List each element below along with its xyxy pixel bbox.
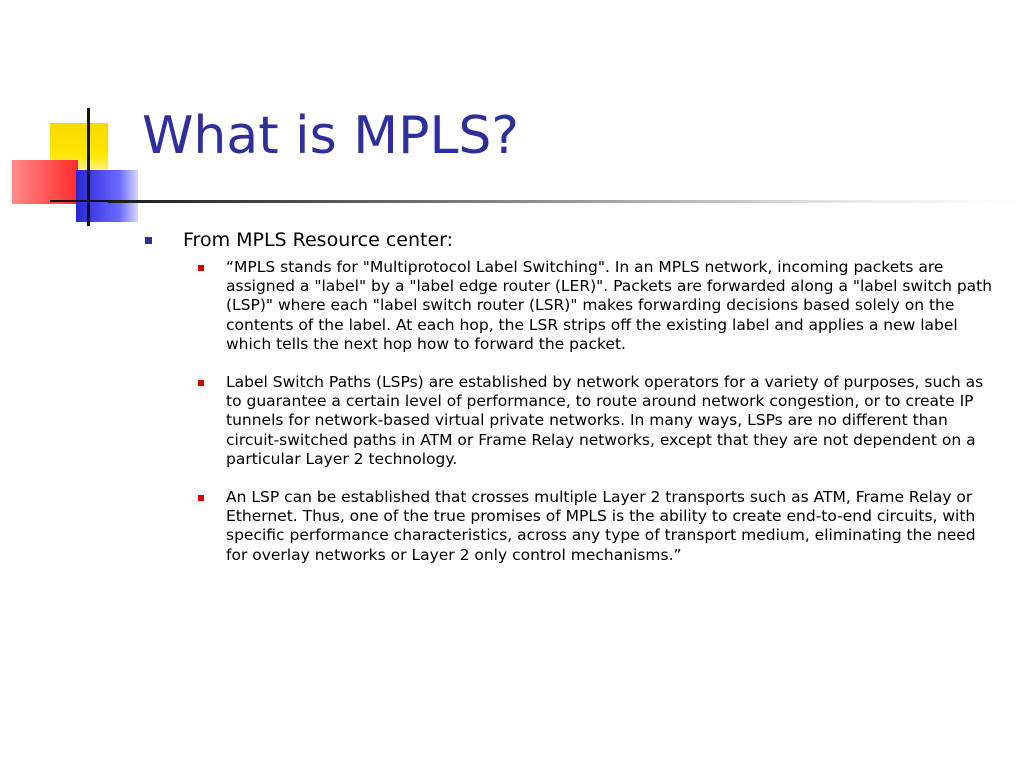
title-divider	[108, 200, 1024, 203]
sub-bullet-item	[198, 373, 1000, 469]
logo-vertical-line	[87, 108, 90, 226]
sub-bullet-list	[140, 258, 1000, 565]
sub-bullet-item	[198, 488, 1000, 565]
decorative-logo	[0, 0, 140, 230]
square-bullet-icon	[198, 380, 204, 386]
logo-red-square	[12, 160, 78, 204]
logo-blue-square	[76, 170, 138, 222]
square-bullet-icon	[198, 495, 204, 501]
square-bullet-icon	[145, 237, 152, 244]
bullet-item	[140, 228, 1000, 252]
sub-bullet-text: An LSP can be established that crosses multiple Layer 2 transports such as ATM, Frame Relay or Ethernet. Thus, one of the true promises of MPLS is the ability to create end-to-end circuits, with specific performance characteristics, across any type of transport medium, eliminating the need for overlay networks or Layer 2 only control mechanisms.”	[226, 488, 976, 564]
sub-bullet-item	[198, 258, 1000, 354]
slide-content	[140, 228, 1000, 584]
square-bullet-icon	[198, 265, 204, 271]
bullet-text: From MPLS Resource center:	[183, 229, 454, 251]
sub-bullet-text: “MPLS stands for "Multiprotocol Label Switching". In an MPLS network, incoming packets are assigned a "label" by a "label edge router (LER)". Packets are forwarded along a "label switch path (LSP)" where each "label switch router (LSR)" makes forwarding decisions based solely on the contents of the label. At each hop, the LSR strips off the existing label and applies a new label which tells the next hop how to forward the packet.	[226, 258, 993, 353]
slide-title: What is MPLS?	[142, 106, 520, 166]
sub-bullet-text: Label Switch Paths (LSPs) are established by network operators for a variety of purposes, such as to guarantee a certain level of performance, to route around network congestion, or to create IP tunnels for network-based virtual private networks. In many ways, LSPs are no different than circuit-switched paths in ATM or Frame Relay networks, except that they are not dependent on a particular Layer 2 technology.	[226, 373, 984, 468]
